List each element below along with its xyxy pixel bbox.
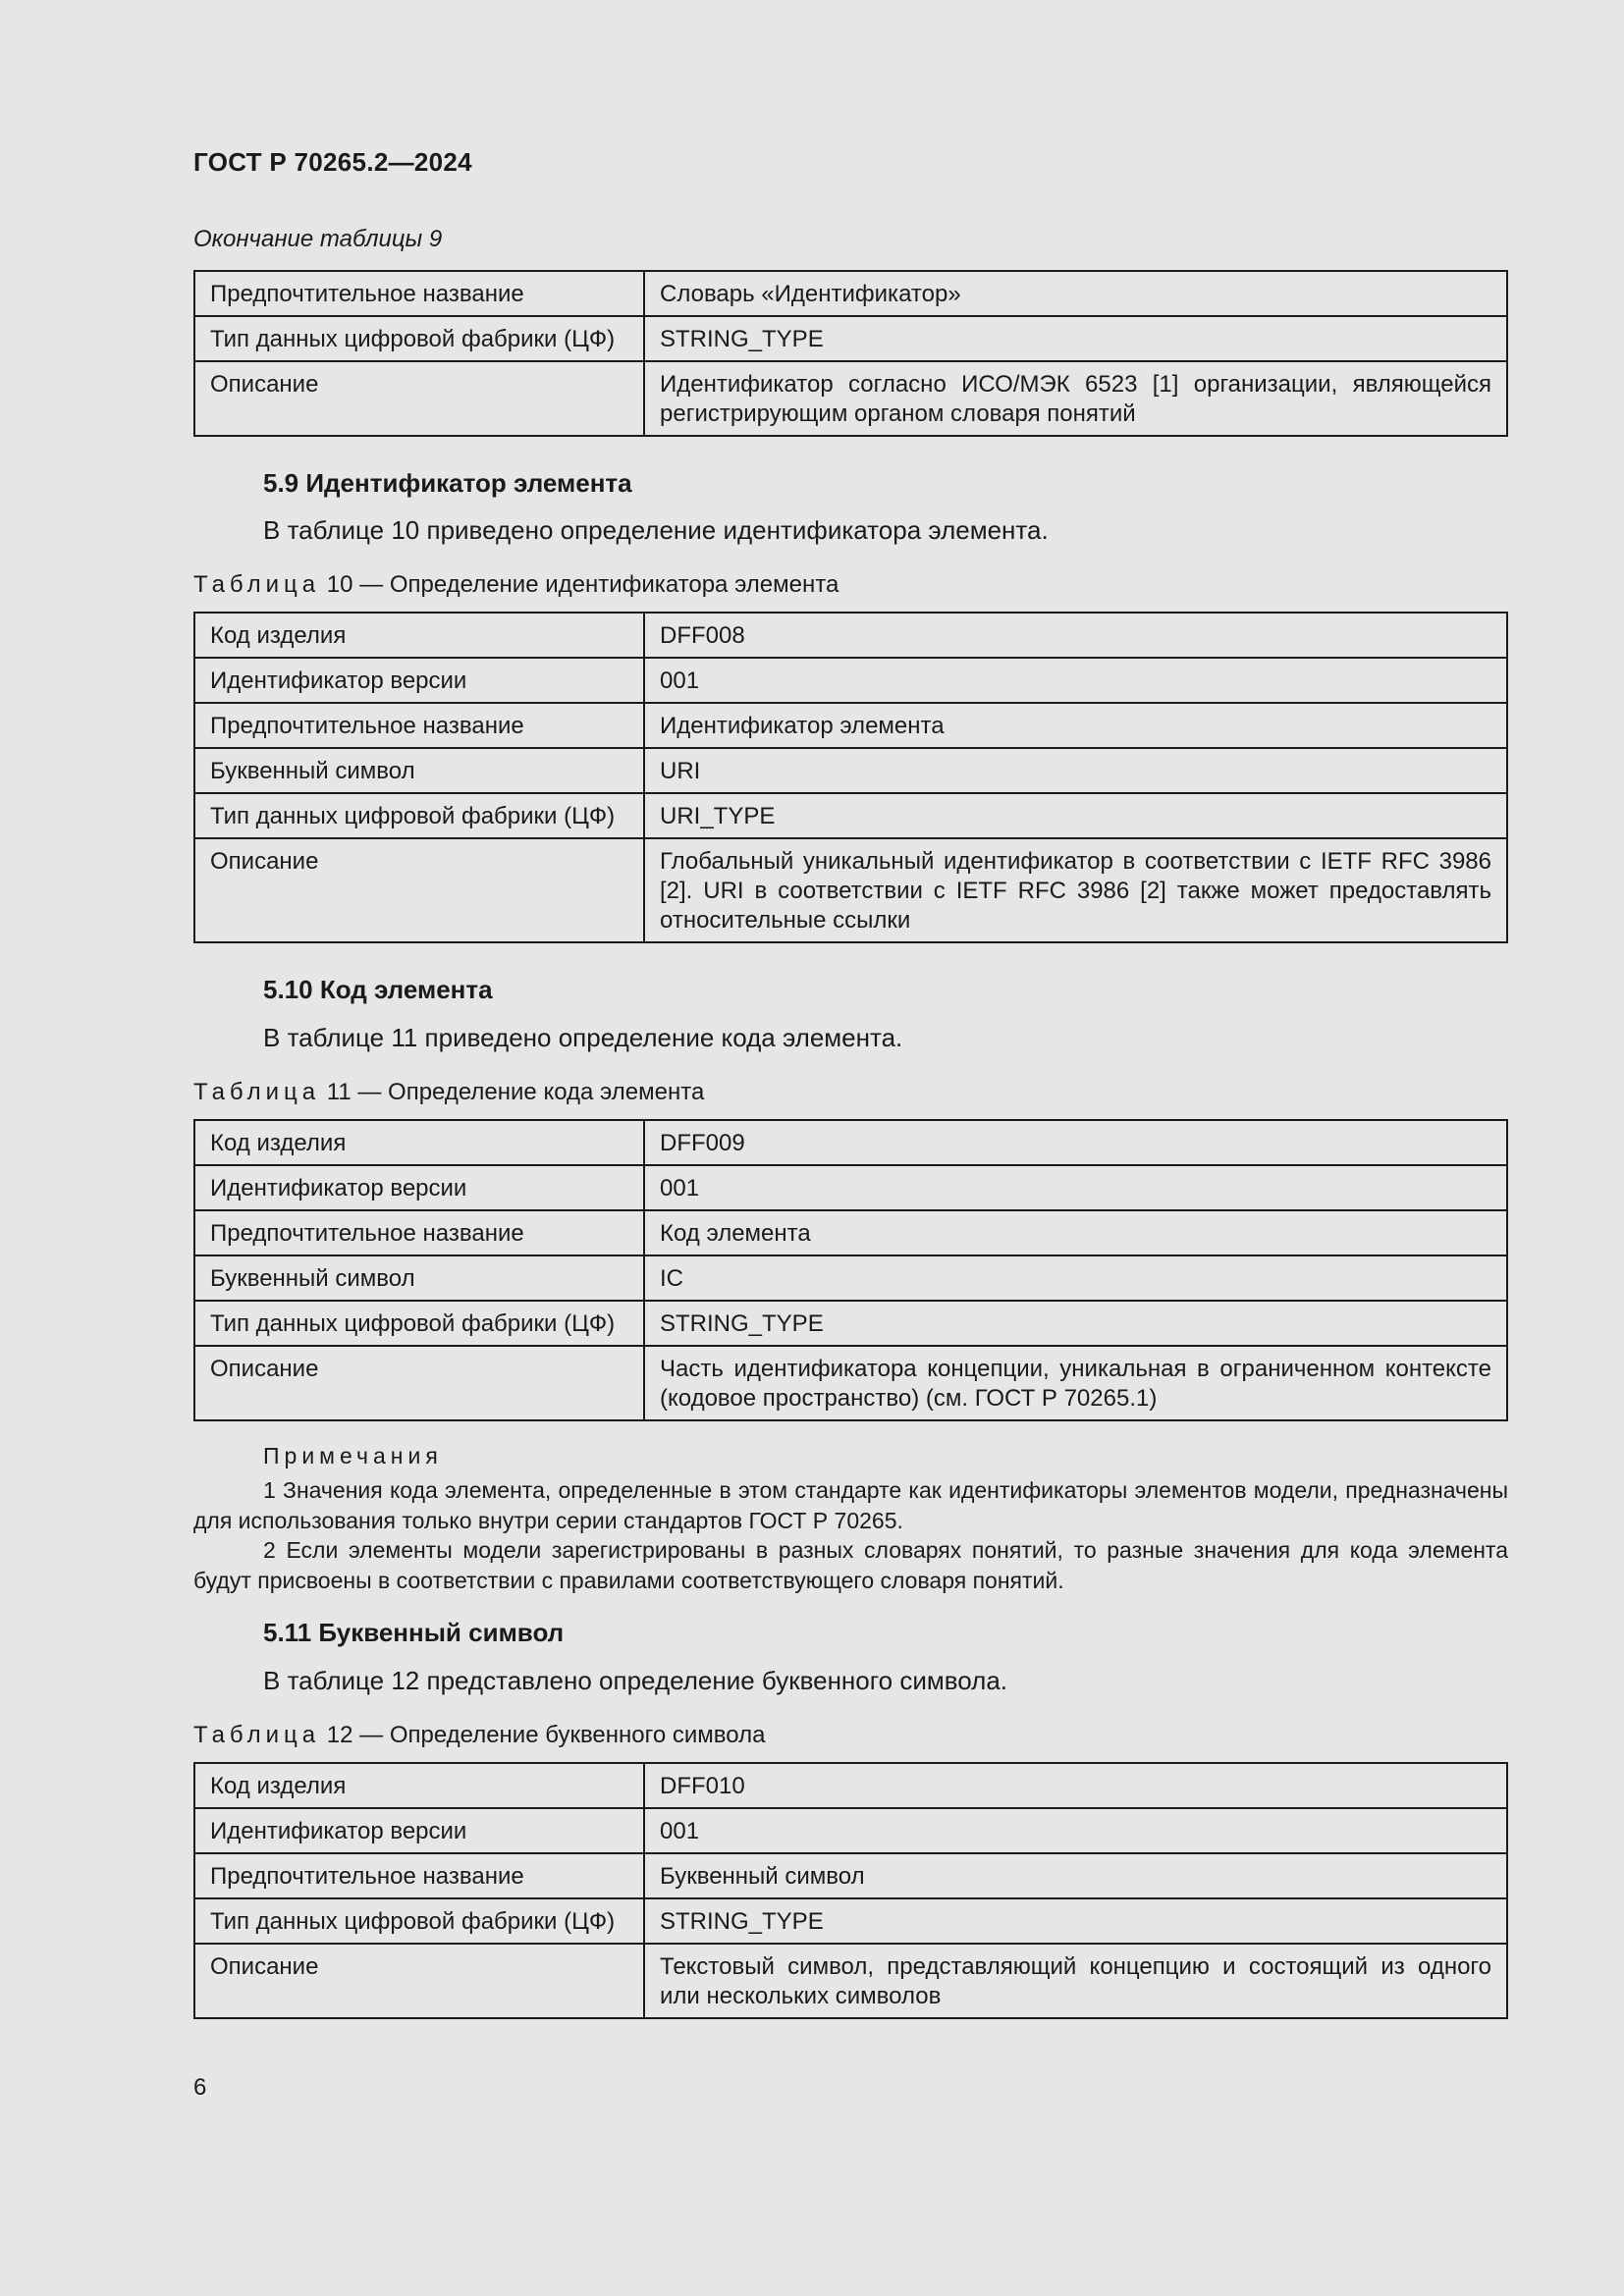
table-row: [194, 271, 1507, 316]
table-caption: [193, 1722, 765, 1749]
notes-title: Примечания: [263, 1443, 443, 1468]
document-header: ГОСТ Р 70265.2—2024: [193, 147, 472, 177]
table-caption-label: Таблица: [193, 571, 321, 598]
note-item: 1 Значения кода элемента, определенные в этом стандарте как идентификаторы элементов модели, предназначены для использования только внутри серии стандартов ГОСТ Р 70265.: [193, 1477, 1508, 1533]
table-cell-value: DFF009: [644, 1120, 1507, 1165]
table-cell-key: Предпочтительное название: [194, 1210, 644, 1255]
table-cell-value: STRING_TYPE: [644, 1898, 1507, 1944]
table-cell-value: IC: [644, 1255, 1507, 1301]
table-11: [193, 1119, 1508, 1421]
table-cell-value: 001: [644, 658, 1507, 703]
table-10: [193, 612, 1508, 943]
table-caption-title: 11 — Определение кода элемента: [326, 1079, 705, 1105]
table-row: [194, 613, 1507, 658]
table-row: [194, 1210, 1507, 1255]
table-row: [194, 1301, 1507, 1346]
table-row: [194, 838, 1507, 942]
table-cell-value: Буквенный символ: [644, 1853, 1507, 1898]
page-number: 6: [193, 2074, 207, 2101]
table-cell-value: 001: [644, 1165, 1507, 1210]
table-row: [194, 1808, 1507, 1853]
table-cell-value: 001: [644, 1808, 1507, 1853]
section-heading: 5.11 Буквенный символ: [263, 1618, 565, 1647]
table-cell-key: Буквенный символ: [194, 748, 644, 793]
table-cell-value: Часть идентификатора концепции, уникальная в ограниченном контексте (кодовое пространство) (см. ГОСТ Р 70265.1): [644, 1346, 1507, 1420]
table-row: [194, 1346, 1507, 1420]
table-caption-title: 10 — Определение идентификатора элемента: [326, 571, 839, 598]
section-intro: В таблице 12 представлено определение буквенного символа.: [263, 1666, 1008, 1695]
table-cell-key: Описание: [194, 361, 644, 436]
table-row: [194, 748, 1507, 793]
table-row: [194, 1898, 1507, 1944]
table-cell-key: Идентификатор версии: [194, 1165, 644, 1210]
section-intro: В таблице 11 приведено определение кода элемента.: [263, 1023, 903, 1052]
section-intro: В таблице 10 приведено определение идентификатора элемента.: [263, 515, 1049, 545]
table-cell-key: Описание: [194, 838, 644, 942]
table-cell-value: Идентификатор согласно ИСО/МЭК 6523 [1] организации, являющейся регистрирующим органом словаря понятий: [644, 361, 1507, 436]
table-cell-value: DFF010: [644, 1763, 1507, 1808]
table-12: [193, 1762, 1508, 2019]
table-cell-value: Идентификатор элемента: [644, 703, 1507, 748]
table-cell-value: Текстовый символ, представляющий концепцию и состоящий из одного или нескольких символов: [644, 1944, 1507, 2018]
table-cell-value: URI: [644, 748, 1507, 793]
table-cell-key: Тип данных цифровой фабрики (ЦФ): [194, 1898, 644, 1944]
table-cell-value: STRING_TYPE: [644, 1301, 1507, 1346]
table-cell-key: Код изделия: [194, 1763, 644, 1808]
table-row: [194, 703, 1507, 748]
table-cell-key: Код изделия: [194, 613, 644, 658]
table-row: [194, 361, 1507, 436]
table-caption: [193, 1079, 704, 1106]
table-cell-key: Предпочтительное название: [194, 271, 644, 316]
table-cell-key: Тип данных цифровой фабрики (ЦФ): [194, 793, 644, 838]
table-row: [194, 1763, 1507, 1808]
table-cell-key: Идентификатор версии: [194, 658, 644, 703]
table-row: [194, 1255, 1507, 1301]
table-cell-key: Предпочтительное название: [194, 1853, 644, 1898]
table-cell-value: Глобальный уникальный идентификатор в соответствии с IETF RFC 3986 [2]. URI в соответствии с IETF RFC 3986 [2] также может предоставлять относительные ссылки: [644, 838, 1507, 942]
table-cell-key: Буквенный символ: [194, 1255, 644, 1301]
table-caption-label: Таблица: [193, 1079, 321, 1105]
table-caption-title: 12 — Определение буквенного символа: [326, 1722, 766, 1748]
table-caption: [193, 571, 839, 599]
note-item: 2 Если элементы модели зарегистрированы в разных словарях понятий, то разные значения для кода элемента будут присвоены в соответствии с правилами соответствующего словаря понятий.: [193, 1537, 1508, 1593]
table-cell-key: Тип данных цифровой фабрики (ЦФ): [194, 1301, 644, 1346]
table-cell-key: Описание: [194, 1944, 644, 2018]
section-heading: 5.10 Код элемента: [263, 975, 493, 1004]
table-row: [194, 793, 1507, 838]
table-cell-key: Тип данных цифровой фабрики (ЦФ): [194, 316, 644, 361]
section-heading: 5.9 Идентификатор элемента: [263, 468, 632, 498]
table-cell-value: Словарь «Идентификатор»: [644, 271, 1507, 316]
table-caption-label: Таблица: [193, 1722, 321, 1748]
table-cell-key: Код изделия: [194, 1120, 644, 1165]
table-row: [194, 1944, 1507, 2018]
table-row: [194, 658, 1507, 703]
table-row: [194, 1165, 1507, 1210]
table-cell-key: Идентификатор версии: [194, 1808, 644, 1853]
table-row: [194, 1120, 1507, 1165]
table-row: [194, 316, 1507, 361]
table-cell-key: Предпочтительное название: [194, 703, 644, 748]
table-cell-value: STRING_TYPE: [644, 316, 1507, 361]
table-cell-key: Описание: [194, 1346, 644, 1420]
table-cell-value: DFF008: [644, 613, 1507, 658]
table-continuation-caption: Окончание таблицы 9: [193, 226, 443, 252]
table-9-end: [193, 270, 1508, 437]
table-row: [194, 1853, 1507, 1898]
table-cell-value: Код элемента: [644, 1210, 1507, 1255]
table-cell-value: URI_TYPE: [644, 793, 1507, 838]
